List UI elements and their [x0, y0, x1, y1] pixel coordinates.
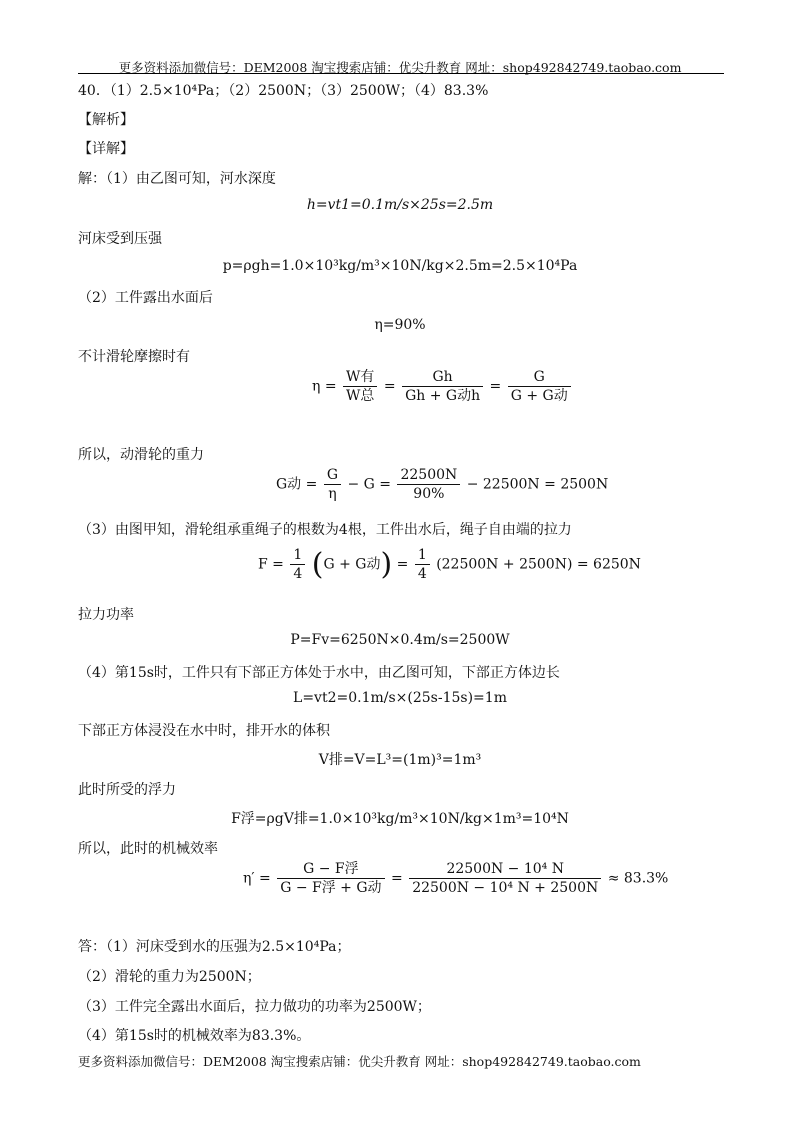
friction-intro: 不计滑轮摩擦时有: [78, 349, 190, 365]
header-rule: [78, 73, 724, 74]
eq-side: L=vt2=0.1m/s×(25s-15s)=1m: [293, 690, 507, 706]
eta-lhs: η =: [312, 378, 337, 395]
fraction-gh: $\frac{Gh}{\text{Gh + G动h}}$: [402, 368, 483, 405]
conclusion-line: 答：（1）河床受到水的压强为2.5×10⁴Pa；: [78, 939, 351, 955]
eq-force: F = $\frac{1}{4}$ (G + G动) = $\frac{1}{4}$ (22500N + 2500N) = 6250N: [258, 547, 641, 582]
detail-heading: 【详解】: [78, 141, 134, 157]
analysis-heading: 【解析】: [78, 112, 134, 128]
conclusion-line: （4）第15s时的机械效率为83.3%。: [78, 1028, 311, 1044]
buoyancy-intro: 此时所受的浮力: [78, 782, 176, 798]
step4-intro: （4）第15s时，工件只有下部正方体处于水中，由乙图可知，下部正方体边长: [78, 665, 560, 681]
conclusion-line: （2）滑轮的重力为2500N；: [78, 969, 261, 985]
answer-line: 40．（1）2.5×10⁴Pa；（2）2500N；（3）2500W；（4）83.3%: [78, 83, 489, 99]
eq-volume: V排=V=L³=(1m)³=1m³: [318, 752, 482, 768]
page-header: 更多资料添加微信号：DEM2008 淘宝搜索店铺：优尖升教育 网址：shop492842749.taobao.com: [118, 60, 682, 75]
eq-buoyancy: F浮=ρgV排=1.0×10³kg/m³×10N/kg×1m³=10⁴N: [231, 811, 569, 827]
eq-pulley-weight: G动 = $\frac{G}{\eta}$ − G = $\frac{22500N}{90\%}$ − 22500N = 2500N: [276, 467, 609, 502]
fraction-g: $\frac{G}{\text{G + G动}}$: [508, 368, 571, 405]
eq-eta-formula: η = $\frac{\text{W有}}{\text{W总}}$ = $\frac{Gh}{\text{Gh + G动h}}$ = $\frac{G}{\text{G + G动}}$: [312, 368, 573, 405]
eq-efficiency: η′ = $\frac{\text{G − F浮}}{\text{G − F浮 + G动}}$ = $\frac{\text{22500N − 10⁴ N}}{\text{22500N − 10⁴ N + 2500N}}$ ≈ 83.3%: [243, 861, 669, 896]
fraction-w: $\frac{\text{W有}}{\text{W总}}$: [343, 368, 377, 405]
pulley-weight-intro: 所以，动滑轮的重力: [78, 447, 204, 463]
eq-depth: h=vt1=0.1m/s×25s=2.5m: [306, 197, 494, 213]
eq-eta: η=90%: [374, 317, 426, 333]
page-footer: 更多资料添加微信号：DEM2008 淘宝搜索店铺：优尖升教育 网址：shop492842749.taobao.com: [78, 1054, 641, 1069]
eq-pressure: p=ρgh=1.0×10³kg/m³×10N/kg×2.5m=2.5×10⁴Pa: [222, 258, 578, 274]
power-intro: 拉力功率: [78, 607, 134, 623]
pressure-intro: 河床受到压强: [78, 231, 162, 247]
step2-intro: （2）工件露出水面后: [78, 290, 213, 306]
volume-intro: 下部正方体浸没在水中时，排开水的体积: [78, 723, 330, 739]
eq-power: P=Fv=6250N×0.4m/s=2500W: [290, 632, 510, 648]
efficiency-intro: 所以，此时的机械效率: [78, 841, 218, 857]
conclusion-line: （3）工件完全露出水面后，拉力做功的功率为2500W；: [78, 999, 431, 1015]
step1-intro: 解：（1）由乙图可知，河水深度: [78, 171, 276, 187]
step3-intro: （3）由图甲知，滑轮组承重绳子的根数为4根，工件出水后，绳子自由端的拉力: [78, 522, 572, 538]
